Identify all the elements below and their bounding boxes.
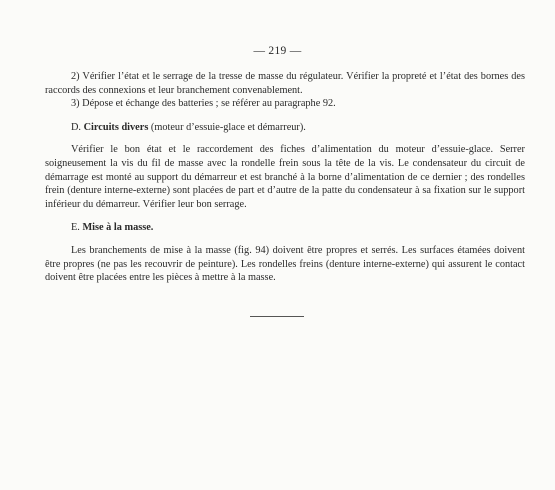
section-e-body: Les branchements de mise à la masse (fig. 94) doivent être propres et serrés. Les surfaces étamées doivent être propres (ne pas les recouvrir de peinture). Les rondelles freins (denture interne-externe) qui assurent le contact doivent être placées entre les pièces à mettre à la masse. (45, 244, 525, 284)
section-e-letter: E. (71, 222, 80, 234)
end-rule (250, 316, 304, 317)
section-d-body: Vérifier le bon état et le raccordement des fiches d’alimentation du moteur d’essuie-glace. Serrer soigneusement la vis du fil de masse avec la rondelle frein sous la tête de la vis. Le condensateur du circuit de démarrage est monté au support du démarreur et est branché à la borne d’alimentation de ce dernier ; des rondelles frein (denture interne-externe) sont placées de part et d’autre de la patte du condensateur à sa fixation sur le support inférieur du démarreur. Vérifier leur bon serrage. (45, 144, 525, 210)
page-content (45, 70, 525, 285)
section-e-title: Mise à la masse. (82, 222, 154, 234)
paragraph-item-2: 2) Vérifier l’état et le serrage de la tresse de masse du régulateur. Vérifier la propreté et l’état des bornes des raccords des connexions et leur branchement convenablement. (45, 71, 525, 96)
page-number: — 219 — (253, 45, 302, 57)
section-d-title: Circuits divers (83, 121, 149, 133)
section-d-letter: D. (71, 121, 82, 133)
section-e-heading (45, 221, 525, 235)
section-d-subtitle: (moteur d’essuie-glace et démarreur). (150, 121, 306, 133)
paragraph-item-3: 3) Dépose et échange des batteries ; se référer au paragraphe 92. (71, 98, 336, 110)
section-d-heading (45, 121, 525, 135)
